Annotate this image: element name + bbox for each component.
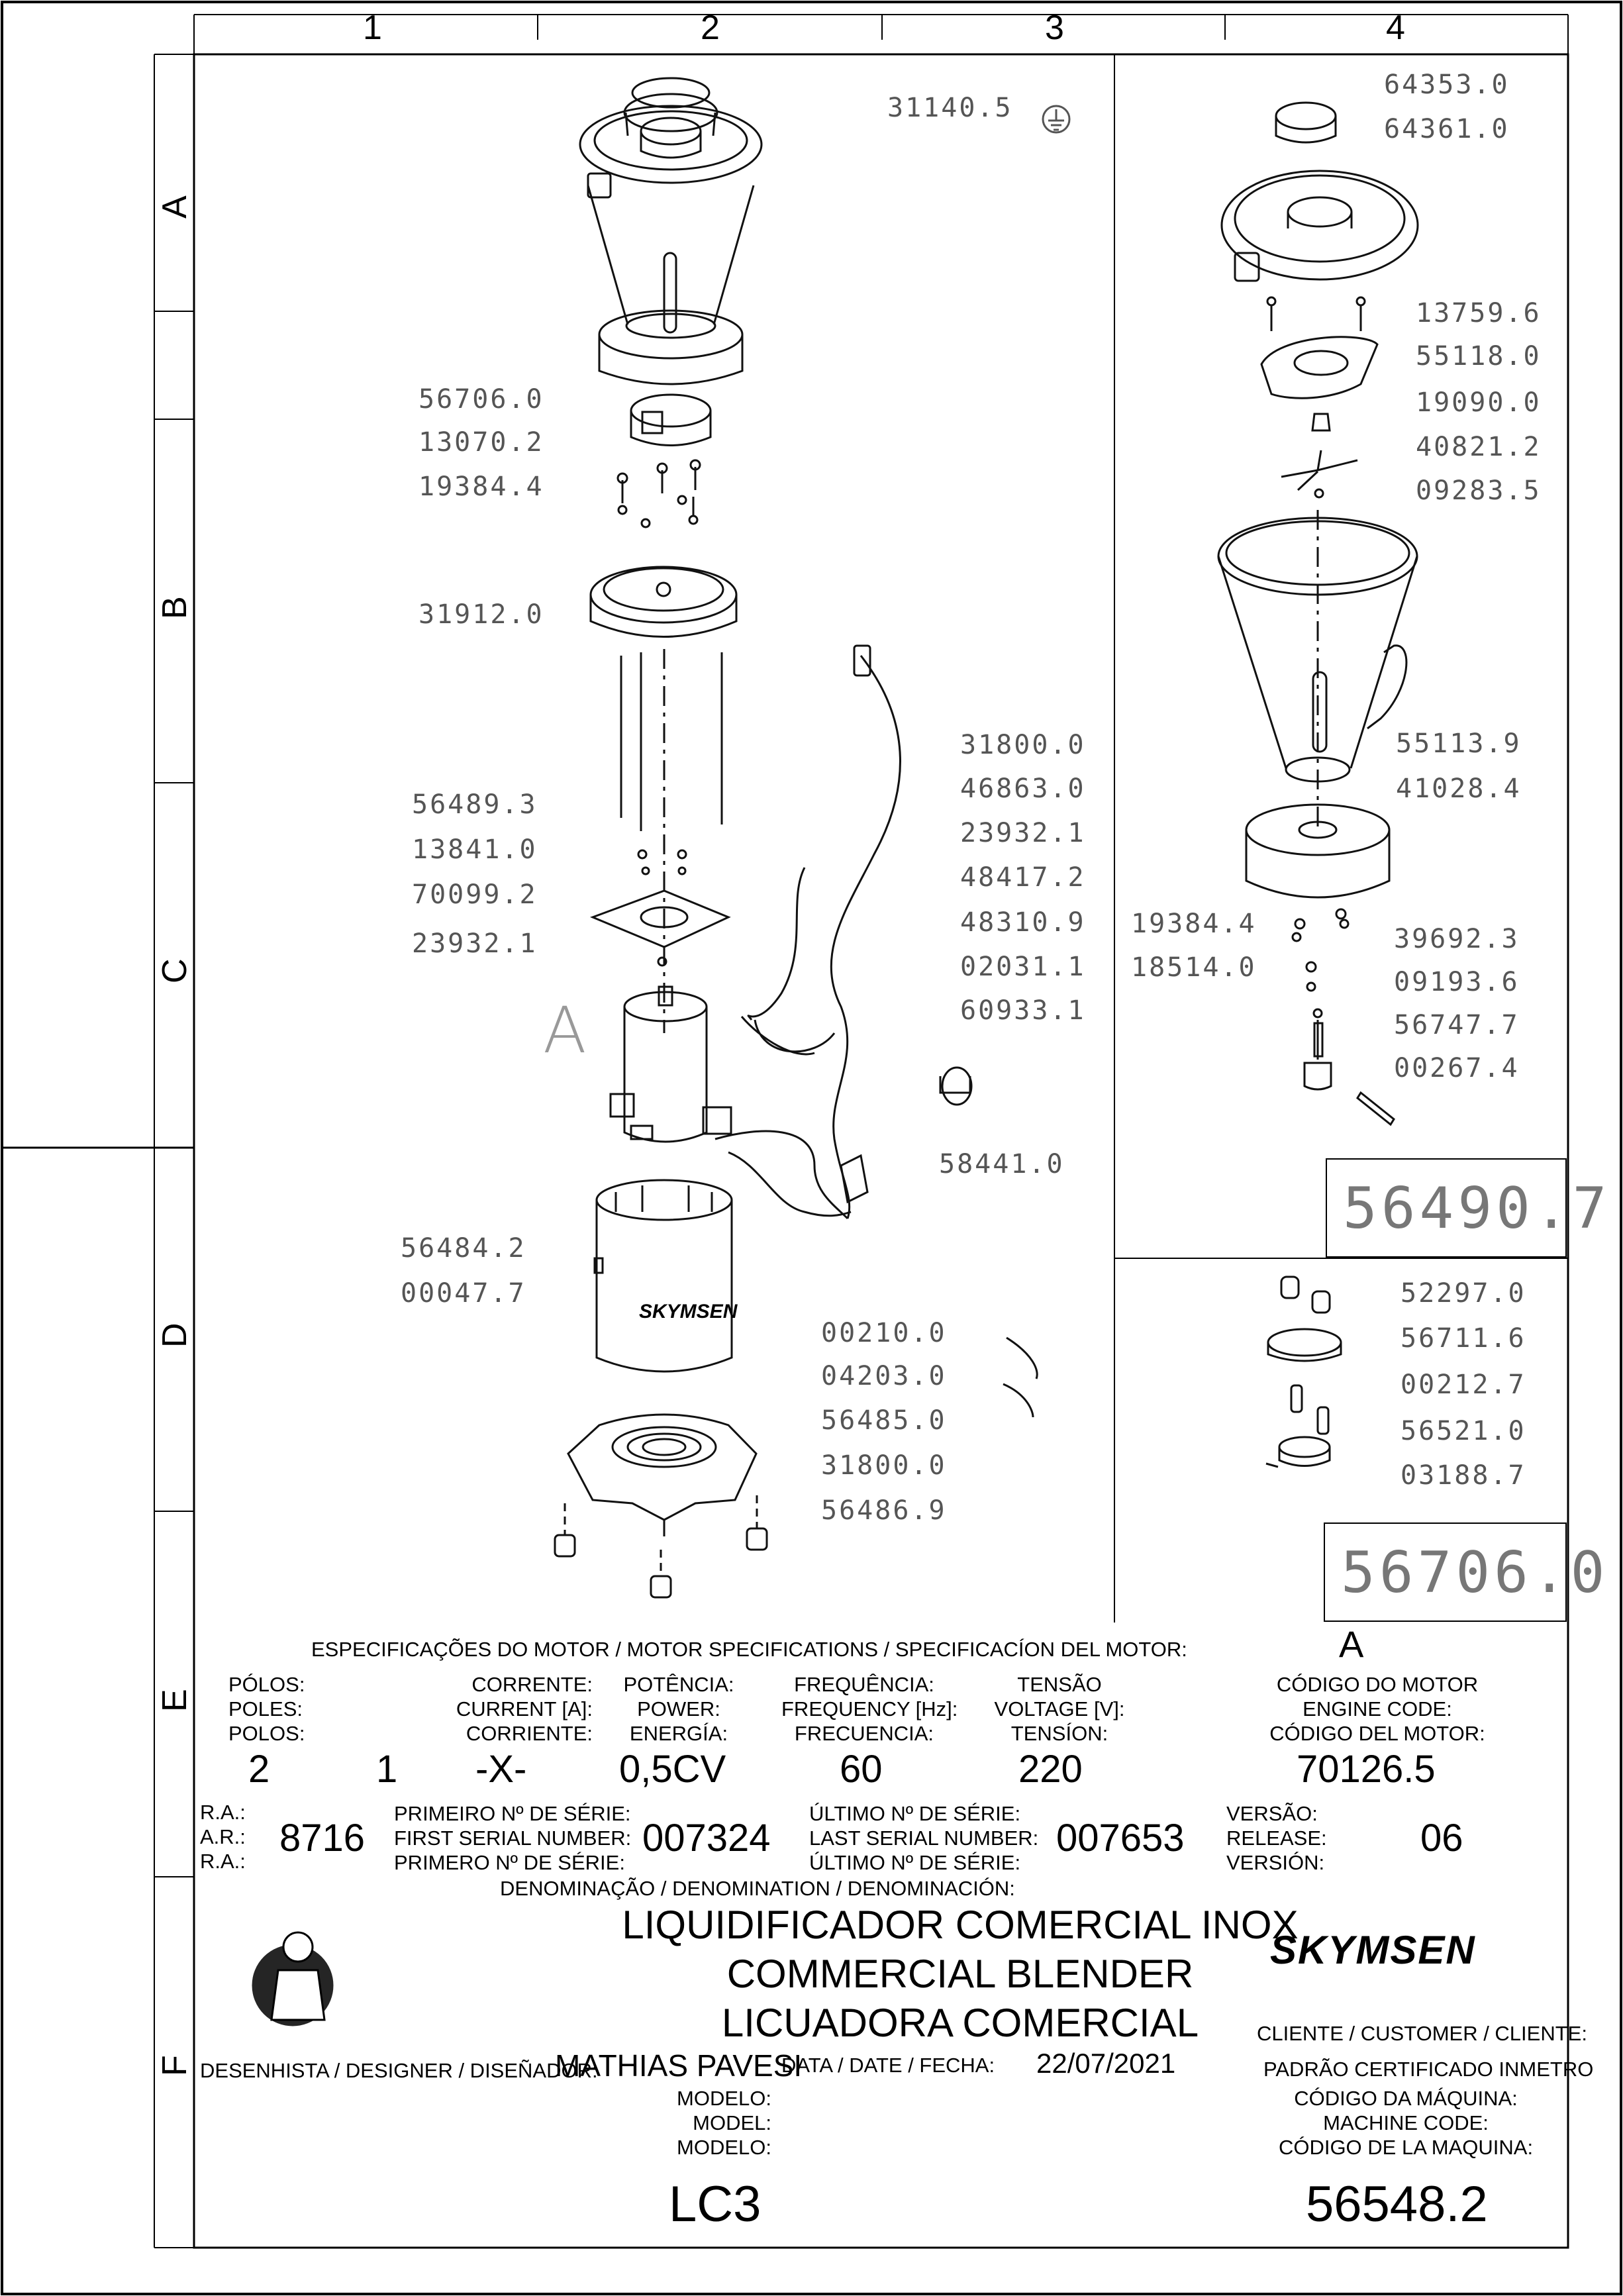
jar-assembly-code: 56490.7	[1343, 1175, 1611, 1242]
voltage-head: TENSÃO VOLTAGE [V]: TENSÍON:	[994, 1673, 1125, 1745]
grid-col-4: 4	[1386, 9, 1405, 47]
engine-code-head: CÓDIGO DO MOTOR ENGINE CODE: CÓDIGO DEL MOTOR:	[1269, 1673, 1485, 1745]
grid-row-c: C	[156, 958, 194, 983]
part-label: 40821.2	[1416, 432, 1542, 462]
customer-head: CLIENTE / CUSTOMER / CLIENTE:	[1257, 2022, 1587, 2045]
ground-label: 31140.5	[887, 93, 1013, 123]
part-label: 39692.3	[1394, 924, 1520, 954]
power-value: 0,5CV	[619, 1748, 726, 1791]
grid-col-1: 1	[363, 9, 382, 47]
coupling-assembly-code: 56706.0	[1341, 1540, 1609, 1606]
part-label: 18514.0	[1131, 952, 1257, 983]
part-label: 70099.2	[412, 879, 538, 910]
part-label: 52297.0	[1401, 1278, 1526, 1309]
part-label: 56484.2	[401, 1233, 526, 1264]
part-label: 19090.0	[1416, 387, 1542, 418]
ra-head: R.A.: A.R.: R.A.:	[200, 1801, 246, 1873]
part-label: 56711.6	[1401, 1323, 1526, 1354]
model-value: LC3	[669, 2176, 762, 2232]
part-label: 13070.2	[418, 427, 544, 458]
brand-logo: SKYMSEN	[1270, 1928, 1476, 1972]
part-label: 56747.7	[1394, 1010, 1520, 1040]
part-label: 23932.1	[960, 818, 1086, 848]
grid-col-2: 2	[701, 9, 720, 47]
voltage-value: 220	[1018, 1748, 1083, 1791]
grid-row-a: A	[156, 195, 194, 219]
release-head: VERSÃO: RELEASE: VERSIÓN:	[1226, 1802, 1327, 1874]
current-value-b: -X-	[475, 1748, 527, 1791]
grid-col-3: 3	[1045, 9, 1064, 47]
first-serial-value: 007324	[642, 1817, 771, 1860]
part-label: 64361.0	[1384, 114, 1510, 144]
part-label: 56706.0	[418, 384, 544, 415]
authorized-service-stamp	[253, 1932, 332, 2025]
part-label: 00212.7	[1401, 1370, 1526, 1400]
machine-code-value: 56548.2	[1306, 2176, 1488, 2232]
detail-letter: A	[543, 993, 587, 1068]
part-label: 55118.0	[1416, 341, 1542, 372]
motor-spec-title: ESPECIFICAÇÕES DO MOTOR / MOTOR SPECIFICATIONS / SPECIFICACÍON DEL MOTOR:	[311, 1638, 1187, 1661]
part-label: 55113.9	[1396, 728, 1522, 759]
denomination-head: DENOMINAÇÃO / DENOMINATION / DENOMINACIÓN:	[500, 1877, 1015, 1900]
power-head: POTÊNCIA: POWER: ENERGÍA:	[623, 1673, 734, 1745]
first-serial-head: PRIMEIRO Nº DE SÉRIE: FIRST SERIAL NUMBER: PRIMERO Nº DE SÉRIE:	[394, 1802, 632, 1874]
poles-value: 2	[248, 1748, 270, 1791]
part-label: 02031.1	[960, 952, 1086, 982]
grid-row-f: F	[156, 2055, 194, 2076]
part-label: 04203.0	[821, 1361, 947, 1391]
part-label: 56486.9	[821, 1495, 947, 1526]
current-head: CORRENTE: CURRENT [A]: CORRIENTE:	[456, 1673, 593, 1745]
part-label: 09283.5	[1416, 475, 1542, 506]
part-label: 19384.4	[1131, 909, 1257, 939]
part-label: 48417.2	[960, 862, 1086, 893]
svg-text:SKYMSEN: SKYMSEN	[639, 1301, 738, 1323]
motor-letter: A	[1339, 1623, 1364, 1665]
part-label: 56485.0	[821, 1405, 947, 1436]
part-label: 13759.6	[1416, 298, 1542, 328]
denomination: LIQUIDIFICADOR COMERCIAL INOX COMMERCIAL BLENDER LICUADORA COMERCIAL	[622, 1903, 1299, 2045]
machine-code-head: CÓDIGO DA MÁQUINA: MACHINE CODE: CÓDIGO DE LA MAQUINA:	[1278, 2087, 1534, 2159]
current-value-a: 1	[376, 1748, 398, 1791]
date-value: 22/07/2021	[1036, 2048, 1176, 2079]
part-label: 56489.3	[412, 789, 538, 820]
designer-value: MATHIAS PAVESI	[555, 2048, 803, 2083]
part-label: 46863.0	[960, 774, 1086, 804]
part-label: 64353.0	[1384, 70, 1510, 100]
part-label: 19384.4	[418, 472, 544, 502]
part-label: 09193.6	[1394, 967, 1520, 997]
poles-head: PÓLOS: POLES: POLOS:	[228, 1673, 305, 1745]
grid-row-b: B	[156, 596, 194, 619]
part-label: 00210.0	[821, 1318, 947, 1348]
date-head: DATA / DATE / FECHA:	[781, 2054, 995, 2077]
part-label: 56521.0	[1401, 1416, 1526, 1446]
model-head: MODELO: MODEL: MODELO:	[677, 2087, 771, 2159]
part-label: 48310.9	[960, 907, 1086, 938]
part-label: 60933.1	[960, 995, 1086, 1026]
frequency-value: 60	[840, 1748, 883, 1791]
part-label: 41028.4	[1396, 774, 1522, 804]
part-label: 03188.7	[1401, 1460, 1526, 1491]
part-label: 58441.0	[939, 1149, 1065, 1179]
customer-value: PADRÃO CERTIFICADO INMETRO	[1263, 2058, 1594, 2081]
release-value: 06	[1420, 1817, 1463, 1860]
engine-code-value: 70126.5	[1297, 1748, 1436, 1791]
part-label: 31800.0	[960, 730, 1086, 760]
part-label: 00267.4	[1394, 1053, 1520, 1083]
part-label: 00047.7	[401, 1278, 526, 1309]
last-serial-head: ÚLTIMO Nº DE SÉRIE: LAST SERIAL NUMBER: ÚLTIMO Nº DE SÉRIE:	[809, 1802, 1039, 1874]
part-label: 31912.0	[418, 599, 544, 630]
last-serial-value: 007653	[1056, 1817, 1185, 1860]
part-label: 13841.0	[412, 834, 538, 865]
grid-row-e: E	[156, 1689, 194, 1712]
frequency-head: FREQUÊNCIA: FREQUENCY [Hz]: FRECUENCIA:	[781, 1673, 958, 1745]
part-label: 23932.1	[412, 928, 538, 959]
grid-row-d: D	[156, 1323, 194, 1348]
designer-head: DESENHISTA / DESIGNER / DISEÑADOR:	[200, 2059, 598, 2082]
part-label: 31800.0	[821, 1450, 947, 1481]
ra-value: 8716	[279, 1817, 366, 1860]
